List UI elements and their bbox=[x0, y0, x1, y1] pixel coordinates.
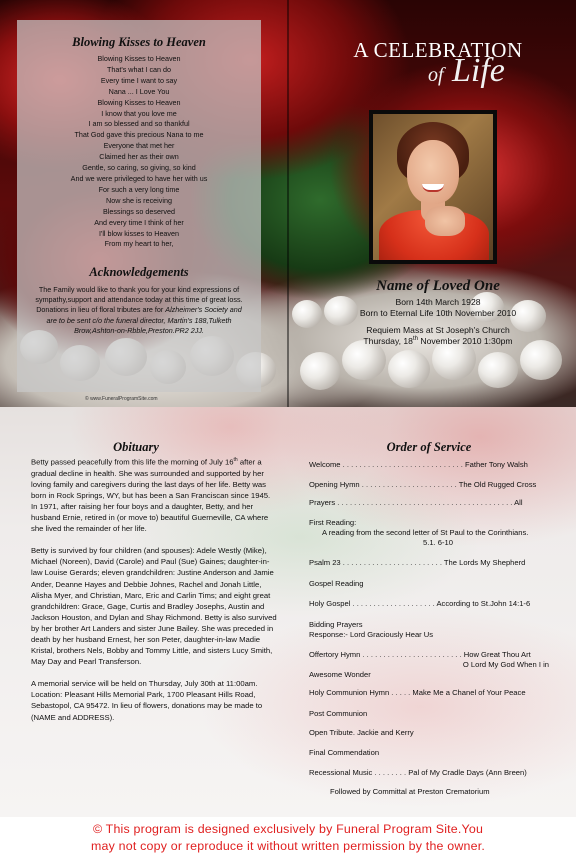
leader-dots: . . . . . . . . . . . . . . . . . . . . . . . . . . . . . bbox=[340, 460, 465, 469]
poem-line: Everyone that met her bbox=[103, 141, 175, 151]
service-label: Welcome bbox=[309, 460, 341, 469]
loved-one-name: Name of Loved One bbox=[376, 278, 500, 294]
fold-line bbox=[287, 0, 289, 407]
service-label: Prayers bbox=[309, 498, 336, 507]
leader-dots: . . . . . . . . . . . . . . . . . . . . . . . . . . . . . . . . . . . . . . . . . . bbox=[335, 498, 515, 507]
poem-line: Now she is receiving bbox=[106, 195, 172, 205]
first-reading-detail: A reading from the second letter of St Paul to the Corinthians. bbox=[322, 528, 529, 537]
service-label: Offertory Hymn bbox=[309, 650, 361, 659]
obituary-p1-start: Betty passed peacefully from this life the morning of July 16 bbox=[31, 457, 234, 467]
offertory-hymn-line: Awesome Wonder bbox=[309, 670, 371, 679]
poem-line: And we were privileged to have her with us bbox=[70, 173, 208, 183]
service-value: Make Me a Chanel of Your Peace bbox=[412, 688, 526, 697]
portrait-photo bbox=[373, 114, 493, 260]
poem-line: That's what I can do bbox=[106, 64, 172, 74]
birth-date: Born 14th March 1928 bbox=[395, 297, 481, 307]
portrait-face bbox=[407, 140, 459, 204]
service-item-gospel-reading: Gospel Reading bbox=[309, 579, 364, 588]
website-credit: © www.FuneralProgramSite.com bbox=[85, 396, 158, 402]
poem-line: Blowing Kisses to Heaven bbox=[97, 97, 181, 107]
service-value: How Great Thou Art bbox=[463, 650, 531, 659]
leader-dots: . . . . . . . . . . . . . . . . . . . . . . . bbox=[359, 480, 459, 489]
service-value: Pal of My Cradle Days (Ann Breen) bbox=[408, 768, 527, 777]
service-label: Holy Gospel bbox=[309, 599, 351, 608]
inside-spread bbox=[0, 407, 576, 817]
leader-dots: . . . . . . . . . . . . . . . . . . . . bbox=[350, 599, 437, 608]
poem-line: For such a very long time bbox=[98, 184, 180, 194]
copyright-line: may not copy or reproduce it without written permission by the owner. bbox=[91, 838, 485, 853]
poem-line: That God gave this precious Nana to me bbox=[74, 130, 204, 140]
leader-dots: . . . . . bbox=[389, 688, 413, 697]
pearl-image bbox=[300, 352, 340, 390]
service-label: Psalm 23 bbox=[309, 558, 341, 567]
poem-line: Blowing Kisses to Heaven bbox=[97, 54, 181, 63]
pearl-image bbox=[478, 352, 518, 388]
portrait-hand bbox=[425, 206, 465, 236]
service-date-suffix: November 2010 1:30pm bbox=[417, 336, 513, 346]
obituary-p1-rest: after a gradual decline in health. She was surrounded and supported by her loving family and caregivers during the last days of her life. Betty was born in Rock Springs, WY, but has been a San Franciscan since 1945. In 1971, after raising her four boys and a daughter, Betty, and her husband Ernie, retired in (or move to) beautiful Guerneville, CA where she lived the remainder of her life. bbox=[31, 457, 271, 534]
service-item-welcome bbox=[309, 460, 549, 470]
service-item-offertory bbox=[309, 650, 549, 660]
copyright-line: © This program is designed exclusively by Funeral Program Site.You bbox=[92, 822, 484, 836]
service-value: The Old Rugged Cross bbox=[458, 480, 537, 489]
service-value: According to St.John 14:1-6 bbox=[436, 599, 531, 608]
poem-line: Claimed her as their own bbox=[99, 152, 179, 162]
passing-date: Born to Eternal Life 10th November 2010 bbox=[359, 308, 517, 318]
service-date-prefix: Thursday, 18 bbox=[363, 336, 413, 346]
cover-title: A CELEBRATION bbox=[353, 38, 523, 62]
service-item-recessional bbox=[309, 768, 549, 778]
obituary-paragraph bbox=[31, 455, 277, 534]
service-value: Father Tony Walsh bbox=[465, 460, 528, 469]
service-item-bidding-prayers: Bidding Prayers bbox=[309, 620, 363, 629]
poem-line: I am so blessed and so thankful bbox=[88, 119, 190, 129]
mass-location: Requiem Mass at St Joseph's Church bbox=[366, 325, 510, 335]
service-value: The Lords My Shepherd bbox=[443, 558, 526, 567]
obituary-p1-sup: th bbox=[233, 457, 238, 463]
obituary-body bbox=[31, 455, 277, 734]
obituary-paragraph: A memorial service will be held on Thursday, July 30th at 11:00am. Location: Pleasant Hills Memorial Park, 1700 Pleasant Hills Road, Sebastopol, CA 95472. In lieu of flowers, donations may be made to (NAME and ADDRESS). bbox=[31, 679, 263, 722]
service-item-holy-gospel bbox=[309, 599, 549, 609]
leader-dots: . . . . . . . . . . . . . . . . . . . . . . . . bbox=[360, 650, 464, 659]
pearl-image bbox=[342, 340, 386, 380]
service-item-first-reading: First Reading: bbox=[309, 518, 357, 527]
service-label: Recessional Music bbox=[309, 768, 373, 777]
copyright-text bbox=[0, 821, 576, 854]
service-label: Opening Hymn bbox=[309, 480, 360, 489]
acknowledgements-title: Acknowledgements bbox=[89, 265, 189, 279]
order-of-service-title: Order of Service bbox=[386, 440, 472, 454]
obituary-paragraph: Betty is survived by four children (and spouses): Adele Westly (Mike), Michael (Noreen), David (Carole) and Paul (Sue) Gaines; daughter-in-law Louise Gerards; eleven grandchildren: Justine Anderson and Jamie Ander, Deanne Hayes and Debbie Johnes, Rachel and Jonah Little, Alisha Myer, and Christian, Marc, Eric and Carlin Tims; and eight great grandchildren: Grace, Gage, Curtis and Bradley Josephs, Austin and Jackson Houston, and Dylan and Shay Richmond. Betty is also survived by her brother Art Landers and sister June Bailey. She was preceded in death by her husband Ernest, her son Peter, daughter-in-law Madie Kristal, brothers Nels, Bobby and Tommy Little, and sisters Lucy Smith, May Day and Pearl Transferson. bbox=[31, 546, 277, 667]
poem-line: From my heart to her, bbox=[104, 239, 174, 249]
back-panel bbox=[17, 20, 261, 402]
acknowledgements-plain: The Family would like to thank you for your kind expressions of sympathy,support and attendance today at this time of great loss. Donations in lieu of floral tributes are for bbox=[35, 285, 243, 315]
service-item-holy-communion bbox=[309, 688, 549, 698]
copyright-notice bbox=[0, 817, 576, 864]
service-item-prayers bbox=[309, 498, 549, 508]
poem-line: Nana ... I Love You bbox=[108, 86, 170, 96]
service-label: Holy Communion Hymn bbox=[309, 688, 390, 697]
pearl-image bbox=[388, 350, 430, 388]
committal-note: Followed by Committal at Preston Crematorium bbox=[330, 787, 490, 796]
service-datetime bbox=[300, 336, 576, 346]
cover-of: of bbox=[428, 64, 444, 86]
cover-life: Life bbox=[452, 52, 505, 89]
service-item-open-tribute: Open Tribute. Jackie and Kerry bbox=[309, 728, 414, 737]
acknowledgements-italic: Alzheimer's Society and are to be sent c/o the funeral director, Martin's 188,Tulketh Brow,Ashton-on-Rbble,Preston.PR2 2JJ. bbox=[46, 305, 242, 335]
poem-line: And every time I think of her bbox=[94, 217, 184, 227]
outside-spread bbox=[0, 0, 576, 407]
leader-dots: . . . . . . . . bbox=[372, 768, 409, 777]
service-date-suffix-sup: th bbox=[412, 336, 418, 343]
portrait-frame bbox=[369, 110, 497, 264]
service-item-final-commendation: Final Commendation bbox=[309, 748, 380, 757]
obituary-title: Obituary bbox=[113, 440, 159, 454]
acknowledgements-text bbox=[31, 285, 247, 336]
poem-line: Every time I want to say bbox=[100, 75, 178, 85]
service-item-opening-hymn bbox=[309, 480, 549, 490]
poem-line: I'll blow kisses to Heaven bbox=[98, 228, 180, 238]
service-item-psalm bbox=[309, 558, 549, 568]
leader-dots: . . . . . . . . . . . . . . . . . . . . . . . . bbox=[340, 558, 444, 567]
offertory-hymn-line: O Lord My God When I in bbox=[462, 660, 549, 669]
poem-line: Gentle, so caring, so giving, so kind bbox=[82, 163, 196, 173]
service-value: All bbox=[514, 498, 523, 507]
poem-line: Blessings so deserved bbox=[103, 206, 175, 216]
pearl-image bbox=[520, 340, 562, 380]
first-reading-verse: 5.1. 6-10 bbox=[423, 538, 453, 547]
poem-text bbox=[17, 54, 261, 250]
service-item-post-communion: Post Communion bbox=[309, 709, 368, 718]
poem-title: Blowing Kisses to Heaven bbox=[72, 35, 206, 49]
poem-line: I know that you love me bbox=[101, 108, 177, 118]
bidding-prayers-response: Response:- Lord Graciously Hear Us bbox=[309, 630, 434, 639]
